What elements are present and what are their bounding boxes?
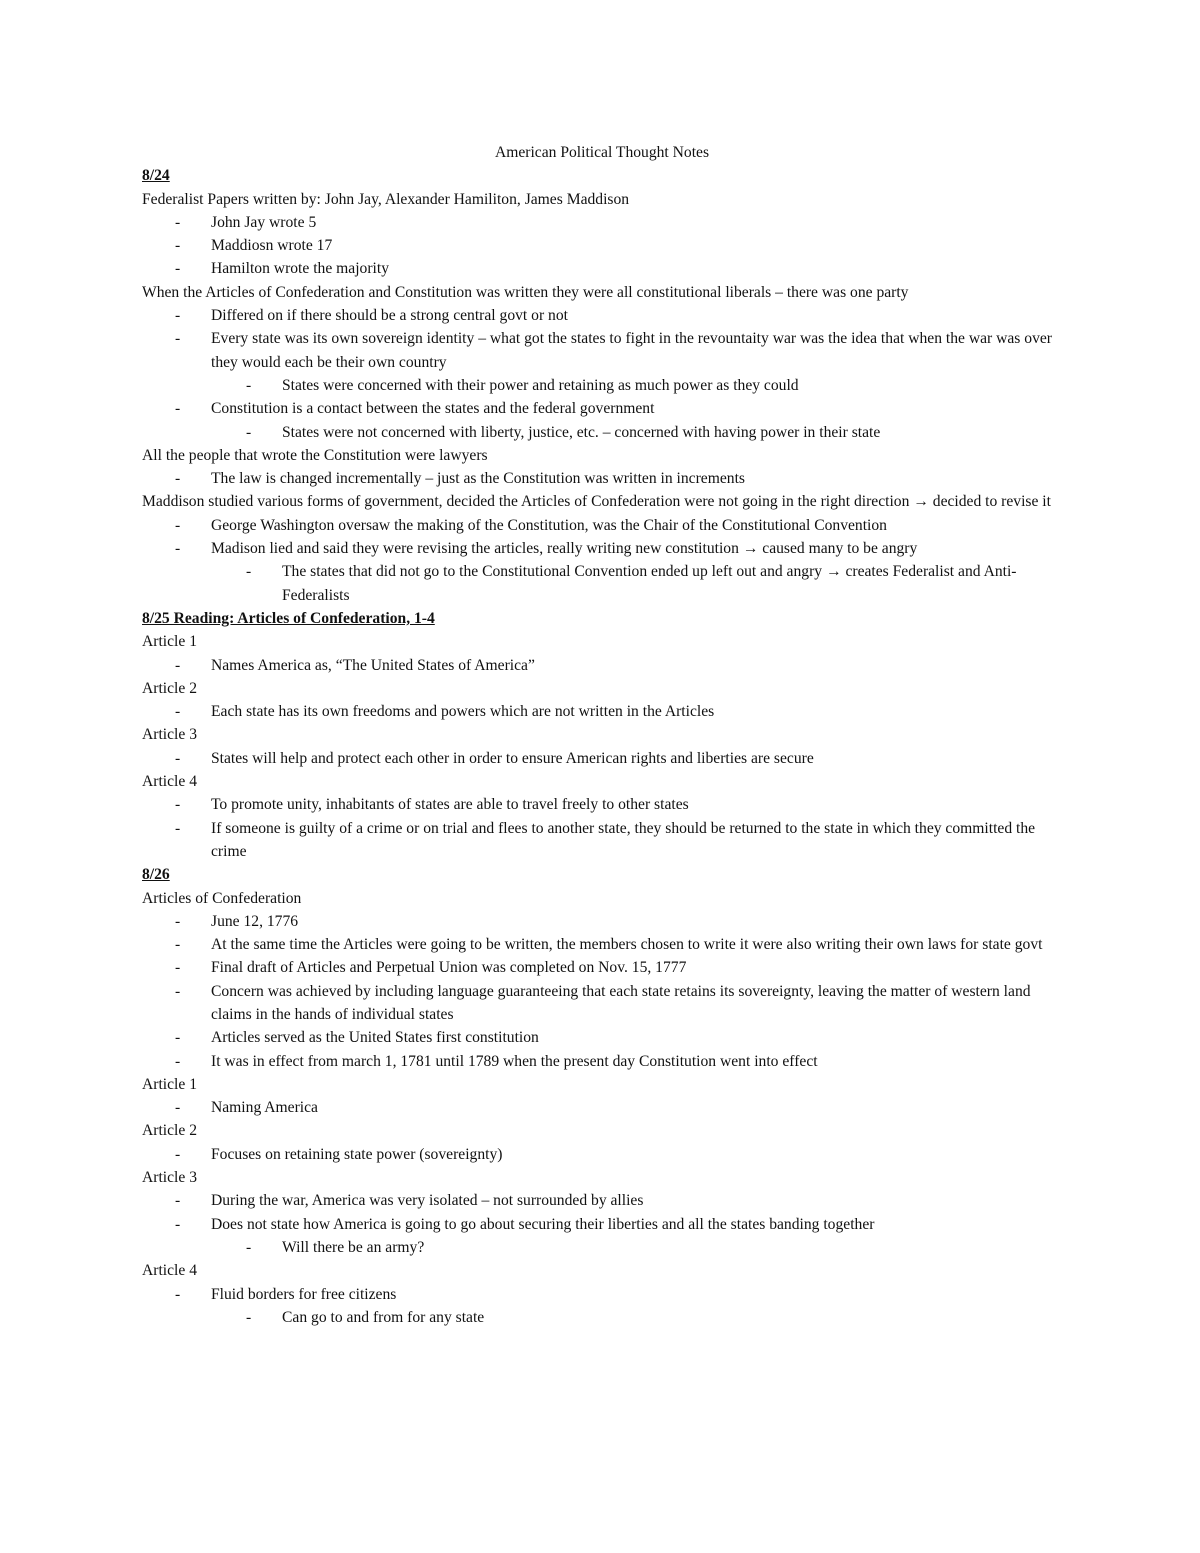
bullet-item — [142, 910, 1062, 933]
bullet-text: George Washington oversaw the making of the Constitution, was the Chair of the Constitutional Convention — [211, 516, 887, 534]
bullet-dash-icon: - — [175, 260, 181, 278]
bullet-dash-icon: - — [175, 912, 181, 930]
bullet-item — [142, 514, 1062, 537]
bullet-text: The states that did not go to the Constitutional Convention ended up left out and angry → creates Federalist and Anti-Federalists — [282, 563, 1017, 604]
bullet-item — [142, 304, 1062, 327]
note-line: Article 3 — [142, 1169, 197, 1187]
bullet-item — [142, 1096, 1062, 1119]
bullet-text: The law is changed incrementally – just as the Constitution was written in increments — [211, 470, 745, 488]
note-line: Article 2 — [142, 679, 197, 697]
bullet-dash-icon: - — [175, 400, 181, 418]
bullet-item — [142, 327, 1062, 374]
bullet-text: During the war, America was very isolated – not surrounded by allies — [211, 1192, 644, 1210]
bullet-text: Differed on if there should be a strong central govt or not — [211, 307, 568, 325]
bullet-text: Fluid borders for free citizens — [211, 1285, 397, 1303]
bullet-dash-icon: - — [246, 1308, 252, 1326]
bullet-dash-icon: - — [175, 540, 181, 558]
bullet-dash-icon: - — [175, 516, 181, 534]
bullet-text: It was in effect from march 1, 1781 until 1789 when the present day Constitution went into effect — [211, 1052, 818, 1070]
bullet-text: States will help and protect each other in order to ensure American rights and liberties are secure — [211, 749, 814, 767]
bullet-dash-icon: - — [175, 749, 181, 767]
bullet-item — [142, 933, 1062, 956]
bullet-text: Naming America — [211, 1099, 318, 1117]
document-page — [142, 141, 1062, 1329]
bullet-item — [142, 654, 1062, 677]
note-line: Federalist Papers written by: John Jay, Alexander Hamiliton, James Maddison — [142, 190, 630, 208]
bullet-text: Can go to and from for any state — [282, 1308, 485, 1326]
note-line: When the Articles of Confederation and Constitution was written they were all constitutional liberals – there was one party — [142, 283, 909, 301]
sub-bullet-item — [142, 421, 1062, 444]
bullet-item — [142, 211, 1062, 234]
bullet-dash-icon: - — [175, 237, 181, 255]
bullet-text: Will there be an army? — [282, 1238, 425, 1256]
bullet-dash-icon: - — [246, 563, 252, 581]
bullet-text: Names America as, “The United States of America” — [211, 656, 535, 674]
bullet-dash-icon: - — [246, 376, 252, 394]
note-line: Article 1 — [142, 1075, 197, 1093]
bullet-dash-icon: - — [175, 1192, 181, 1210]
note-line: Maddison studied various forms of government, decided the Articles of Confederation were not going in the right direction → decided to revise it — [142, 493, 1051, 511]
bullet-dash-icon: - — [175, 982, 181, 1000]
bullet-dash-icon: - — [175, 936, 181, 954]
bullet-text: Does not state how America is going to go about securing their liberties and all the states banding together — [211, 1215, 875, 1233]
bullet-item — [142, 956, 1062, 979]
bullet-dash-icon: - — [175, 1099, 181, 1117]
sub-bullet-item — [142, 1236, 1062, 1259]
bullet-text: Constitution is a contact between the states and the federal government — [211, 400, 655, 418]
section-date-heading: 8/25 Reading: Articles of Confederation, 1-4 — [142, 609, 435, 627]
bullet-dash-icon: - — [175, 959, 181, 977]
bullet-dash-icon: - — [175, 1029, 181, 1047]
bullet-dash-icon: - — [175, 1145, 181, 1163]
bullet-dash-icon: - — [175, 1285, 181, 1303]
bullet-text: States were concerned with their power and retaining as much power as they could — [282, 376, 799, 394]
bullet-dash-icon: - — [246, 1238, 252, 1256]
note-line: Article 4 — [142, 773, 197, 791]
bullet-dash-icon: - — [175, 470, 181, 488]
bullet-item — [142, 257, 1062, 280]
bullet-item — [142, 467, 1062, 490]
bullet-text: Focuses on retaining state power (sovereignty) — [211, 1145, 503, 1163]
bullet-item — [142, 1213, 1062, 1236]
bullet-dash-icon: - — [175, 656, 181, 674]
bullet-text: To promote unity, inhabitants of states are able to travel freely to other states — [211, 796, 689, 814]
bullet-dash-icon: - — [175, 819, 181, 837]
bullet-item — [142, 1283, 1062, 1306]
note-line: Article 1 — [142, 633, 197, 651]
bullet-text: John Jay wrote 5 — [211, 213, 317, 231]
bullet-item — [142, 234, 1062, 257]
bullet-item — [142, 1189, 1062, 1212]
bullet-item — [142, 397, 1062, 420]
bullet-dash-icon: - — [175, 1215, 181, 1233]
document-title: American Political Thought Notes — [494, 144, 710, 161]
bullet-text: Articles served as the United States first constitution — [211, 1029, 539, 1047]
bullet-text: Final draft of Articles and Perpetual Union was completed on Nov. 15, 1777 — [211, 959, 687, 977]
section-date-heading: 8/26 — [142, 866, 170, 884]
bullet-item — [142, 817, 1062, 864]
bullet-item — [142, 980, 1062, 1027]
bullet-text: June 12, 1776 — [211, 912, 299, 930]
section-date-heading: 8/24 — [142, 167, 170, 185]
note-line: All the people that wrote the Constitution were lawyers — [142, 446, 488, 464]
bullet-item — [142, 700, 1062, 723]
bullet-text: Maddiosn wrote 17 — [211, 237, 333, 255]
bullet-dash-icon: - — [175, 307, 181, 325]
bullet-text: Madison lied and said they were revising the articles, really writing new constitution → caused many to be angry — [211, 540, 918, 558]
note-line: Article 4 — [142, 1262, 197, 1280]
sub-bullet-item — [142, 374, 1062, 397]
bullet-dash-icon: - — [175, 796, 181, 814]
bullet-text: If someone is guilty of a crime or on trial and flees to another state, they should be returned to the state in which they committed the crime — [211, 819, 1036, 860]
bullet-item — [142, 537, 1062, 560]
bullet-dash-icon: - — [175, 703, 181, 721]
bullet-dash-icon: - — [175, 330, 181, 348]
bullet-text: States were not concerned with liberty, justice, etc. – concerned with having power in their state — [282, 423, 881, 441]
bullet-item — [142, 1050, 1062, 1073]
note-line: Article 3 — [142, 726, 197, 744]
bullet-item — [142, 1143, 1062, 1166]
bullet-item — [142, 793, 1062, 816]
notes-body — [142, 164, 1062, 1329]
bullet-text: Every state was its own sovereign identity – what got the states to fight in the revountaity war was the idea that when the war was over they would each be their own country — [211, 330, 1052, 371]
note-line: Articles of Confederation — [142, 889, 302, 907]
bullet-text: Each state has its own freedoms and powers which are not written in the Articles — [211, 703, 715, 721]
sub-bullet-item — [142, 560, 1062, 607]
bullet-text: Hamilton wrote the majority — [211, 260, 389, 278]
bullet-dash-icon: - — [175, 1052, 181, 1070]
note-line: Article 2 — [142, 1122, 197, 1140]
bullet-item — [142, 1026, 1062, 1049]
sub-bullet-item — [142, 1306, 1062, 1329]
bullet-text: At the same time the Articles were going to be written, the members chosen to write it were also writing their own laws for state govt — [211, 936, 1043, 954]
bullet-dash-icon: - — [246, 423, 252, 441]
bullet-item — [142, 747, 1062, 770]
bullet-dash-icon: - — [175, 213, 181, 231]
bullet-text: Concern was achieved by including language guaranteeing that each state retains its sovereignty, leaving the matter of western land claims in the hands of individual states — [211, 982, 1031, 1023]
